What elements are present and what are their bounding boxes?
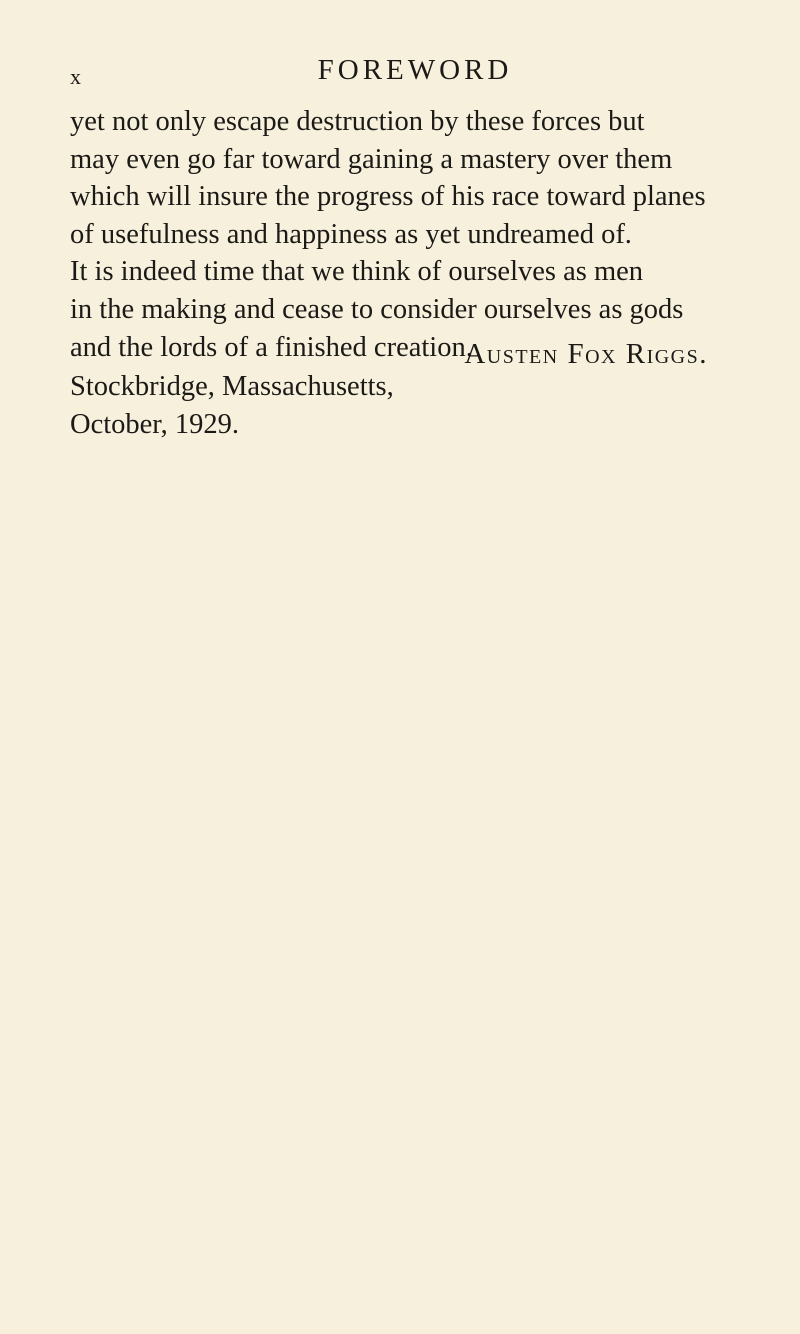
author-signature: Austen Fox Riggs. <box>464 338 708 370</box>
text-line: It is indeed time that we think of ourselves as men <box>70 256 644 288</box>
running-head: FOREWORD <box>317 54 513 86</box>
text-line: of usefulness and happiness as yet undreamed of. <box>70 218 632 250</box>
text-line: yet not only escape destruction by these forces but <box>70 106 645 137</box>
dateline-date: October, 1929. <box>70 408 240 440</box>
dateline-place: Stockbridge, Massachusetts, <box>70 371 394 402</box>
text-line: in the making and cease to consider ourselves as gods <box>70 293 684 325</box>
page-header <box>0 54 800 94</box>
text-line: and the lords of a finished creation. <box>70 331 473 363</box>
text-line: which will insure the progress of his race toward planes <box>70 181 706 213</box>
page-number: x <box>70 64 82 89</box>
text-line: may even go far toward gaining a mastery over them <box>70 143 673 175</box>
body-text <box>70 103 720 366</box>
dateline <box>70 368 394 443</box>
